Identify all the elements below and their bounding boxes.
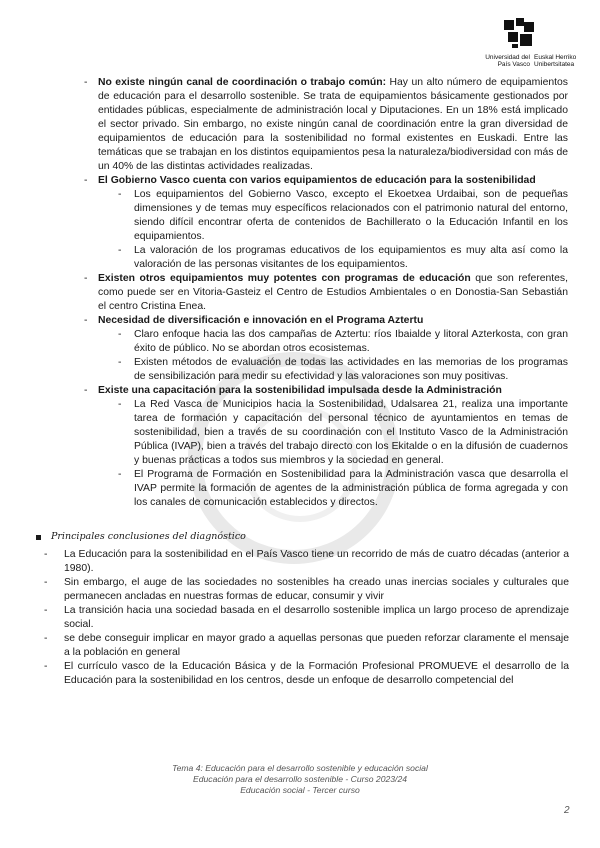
item-heading: Necesidad de diversificación e innovación en el Programa Aztertu	[98, 315, 424, 326]
section-title: Principales conclusiones del diagnóstico	[51, 531, 246, 542]
list-item	[98, 76, 568, 174]
section-heading	[36, 530, 600, 544]
sub-list-item: - Existen métodos de evaluación de todas las actividades en las memorias de los programas de sensibilización para medir su efectividad y las valoraciones son muy positivas.	[134, 356, 568, 384]
conclusion-item: - se debe conseguir implicar en mayor grado a aquellas personas que pueden reforzar claramente el mensaje a la población en general	[64, 632, 569, 660]
sub-list-item: - La Red Vasca de Municipios hacia la Sostenibilidad, Udalsarea 21, realiza una importante tarea de formación y capacitación del personal técnico de ayuntamientos en temas de sostenibilidad, bien a través de su coordinación con el Instituto Vasco de la Administración Pública (IVAP), bien a través del trabajo directo con los Ekitalde o en la difusión de cuadernos y buenas prácticas a todos sus miembros y la sociedad en general.	[134, 398, 568, 468]
sub-list-item: - El Programa de Formación en Sostenibilidad para la Administración vasca que desarrolla el IVAP permite la formación de agentes de la administración pública de forma agregada y con los canales de comunicación establecidos y directos.	[134, 468, 568, 510]
logo-text-left: Universidad del País Vasco	[485, 54, 530, 68]
square-bullet-icon	[36, 535, 41, 540]
item-heading: No existe ningún canal de coordinación o trabajo común:	[98, 77, 387, 88]
sub-list-item: - Claro enfoque hacia las dos campañas de Aztertu: ríos Ibaialde y litoral Azterkosta, con gran éxito de público. No se abordan otros ecosistemas.	[134, 328, 568, 356]
list-item	[98, 314, 568, 328]
item-heading: Existen otros equipamientos muy potentes con programas de educación	[98, 273, 471, 284]
footer-line: Educación para el desarrollo sostenible - Curso 2023/24	[192, 774, 408, 784]
document-body	[0, 76, 600, 688]
list-item	[98, 384, 568, 398]
list-item	[98, 272, 568, 314]
conclusion-item: - Sin embargo, el auge de las sociedades no sostenibles ha creado unas inercias sociales y culturales que permanecen ancladas en nuestras formas de educar, consumir y vivir	[64, 576, 569, 604]
footer-line: Educación social - Tercer curso	[240, 785, 360, 795]
footer-line: Tema 4: Educación para el desarrollo sostenible y educación social	[172, 763, 428, 773]
logo-text-right: Euskal Herriko Unibertsitatea	[534, 54, 577, 68]
sub-list-item: - La valoración de los programas educativos de los equipamientos es muy alta así como la valoración de las personas visitantes de los equipamientos.	[134, 244, 568, 272]
page-number: 2	[564, 805, 570, 816]
page-footer	[0, 763, 600, 796]
list-item	[98, 174, 568, 188]
conclusion-item: - La Educación para la sostenibilidad en el País Vasco tiene un recorrido de más de cuatro décadas (anterior a 1980).	[64, 548, 569, 576]
conclusion-item: - La transición hacia una sociedad basada en el desarrollo sostenible implica un largo proceso de aprendizaje social.	[64, 604, 569, 632]
item-heading: Existe una capacitación para la sostenibilidad impulsada desde la Administración	[98, 385, 502, 396]
item-heading: El Gobierno Vasco cuenta con varios equipamientos de educación para la sostenibilidad	[98, 175, 536, 186]
sub-list-item: - Los equipamientos del Gobierno Vasco, excepto el Ekoetxea Urdaibai, son de pequeñas dimensiones y de temas muy específicos relacionados con el patrimonio natural del entorno, siendo difícil encontrar oferta de contenidos de Bachillerato o la Educación Infantil en los equipamientos.	[134, 188, 568, 244]
item-text: que son referentes, como puede ser en Vitoria-Gasteiz el Centro de Estudios Ambientales o en Donostia-San Sebastián el centro Cristina Enea.	[98, 273, 568, 312]
university-logo	[485, 18, 578, 72]
item-text: Hay un alto número de equipamientos de educación para el desarrollo sostenible. Se trata de equipamientos básicamente gestionados por entidades públicas, especialmente de administración local y Diputaciones. En un 18% está implicado el sector privado. Sin embargo, no existe ningún canal de coordinación entre la gran diversidad de equipamientos de educación para la sostenibilidad no formal existentes en Euskadi. Entre las temáticas que se trabajan en los distintos equipamientos pesa la naturaleza/biodiversidad con más de un 40% de las distintas actividades realizadas.	[98, 77, 568, 172]
upv-ehu-emblem-icon	[502, 18, 536, 48]
conclusion-item: - El currículo vasco de la Educación Básica y de la Formación Profesional PROMUEVE el desarrollo de la Educación para la sostenibilidad en los centros, desde un enfoque de desarrollo competencial del	[64, 660, 569, 688]
